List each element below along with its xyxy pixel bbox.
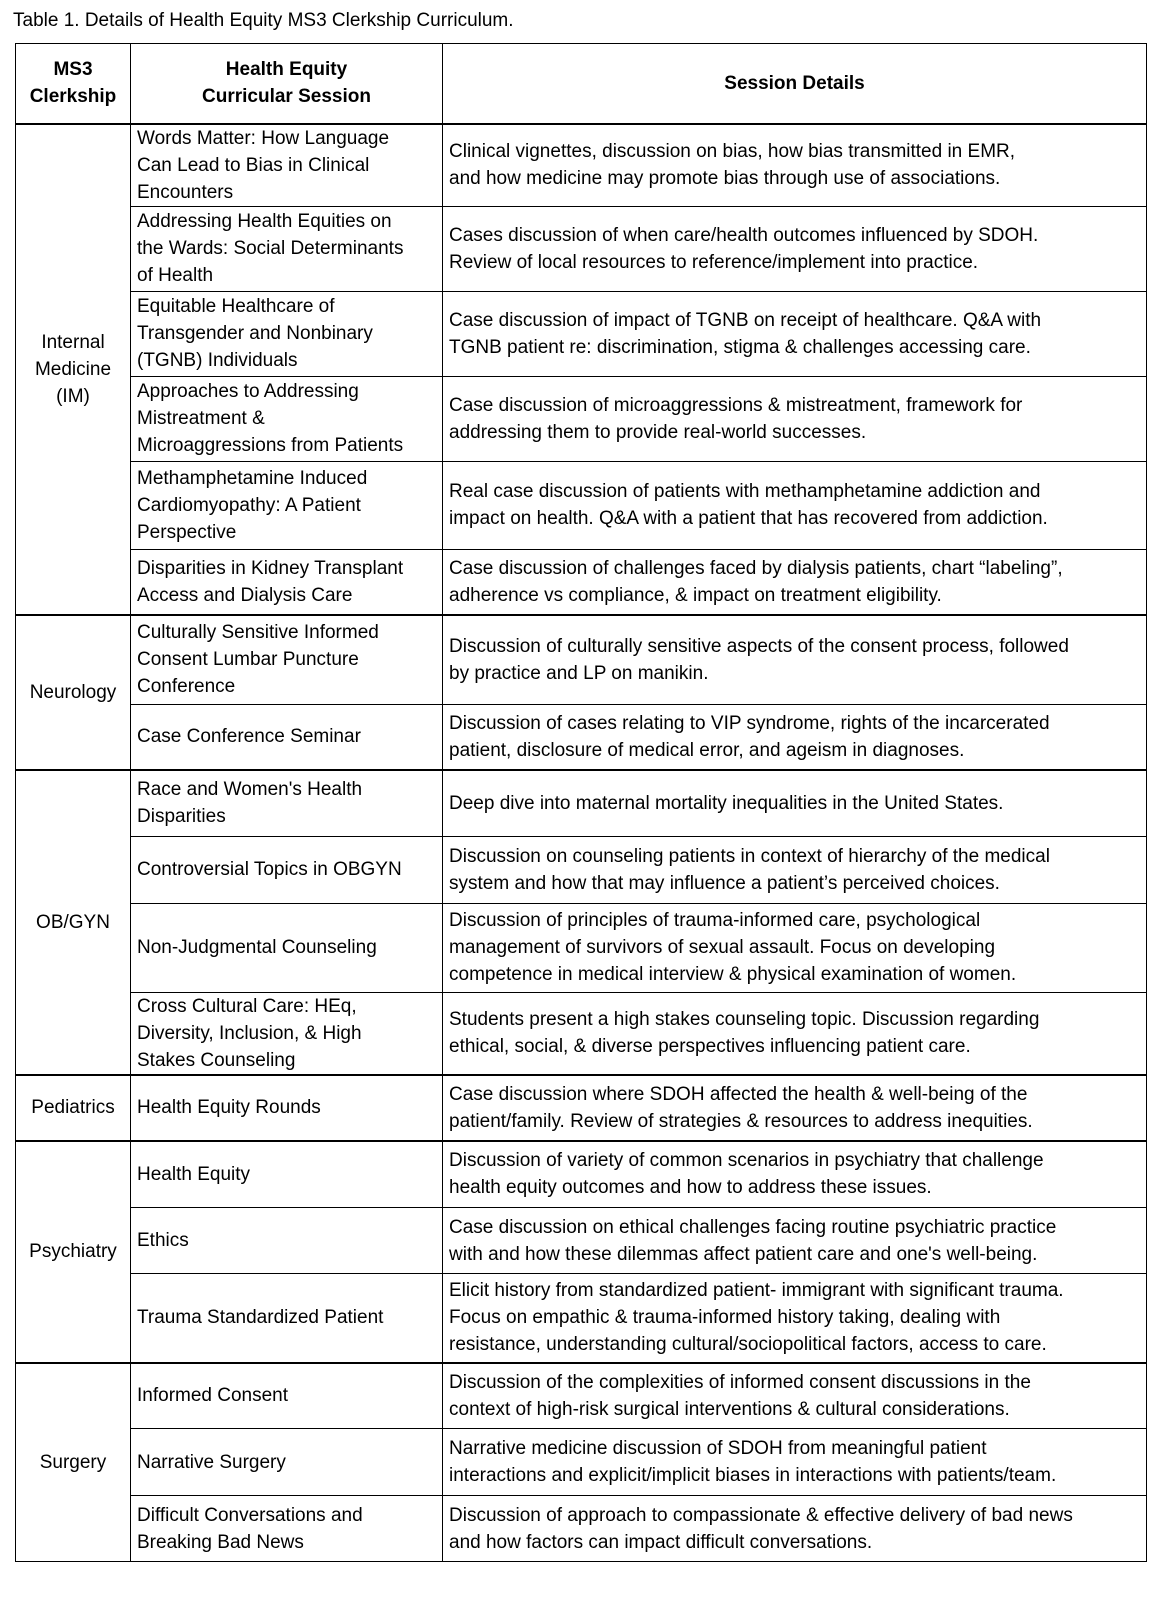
table-row <box>16 549 1147 615</box>
session-title: Non-Judgmental Counseling <box>131 903 443 992</box>
session-details: Discussion of the complexities of informed consent discussions in the context of high-risk surgical interventions & cultural considerations. <box>443 1363 1147 1429</box>
clerkship-internal-medicine: Internal Medicine (IM) <box>16 124 131 616</box>
session-title: Narrative Surgery <box>131 1429 443 1496</box>
clerkship-neurology: Neurology <box>16 615 131 770</box>
session-details: Students present a high stakes counseling topic. Discussion regarding ethical, social, & diverse perspectives influencing patient care. <box>443 992 1147 1075</box>
session-title: Health Equity Rounds <box>131 1075 443 1141</box>
table-row <box>16 770 1147 836</box>
session-details: Cases discussion of when care/health outcomes influenced by SDOH. Review of local resources to reference/implement into practice. <box>443 206 1147 291</box>
session-details: Deep dive into maternal mortality inequalities in the United States. <box>443 770 1147 836</box>
table-row <box>16 903 1147 992</box>
table-caption: Table 1. Details of Health Equity MS3 Clerkship Curriculum. <box>13 10 514 31</box>
session-title: Trauma Standardized Patient <box>131 1274 443 1363</box>
session-title: Controversial Topics in OBGYN <box>131 836 443 903</box>
header-details: Session Details <box>443 44 1147 124</box>
table-row <box>16 615 1147 704</box>
session-title: Case Conference Seminar <box>131 704 443 770</box>
session-details: Elicit history from standardized patient- immigrant with significant trauma. Focus on empathic & trauma-informed history taking, dealing with resistance, understanding cultural/sociopolitical factors, access to care. <box>443 1274 1147 1363</box>
session-title: Informed Consent <box>131 1363 443 1429</box>
session-title: Race and Women's Health Disparities <box>131 770 443 836</box>
table-row <box>16 992 1147 1075</box>
session-details: Case discussion on ethical challenges facing routine psychiatric practice with and how these dilemmas affect patient care and one's well-being. <box>443 1208 1147 1274</box>
table-row <box>16 1363 1147 1429</box>
table-row <box>16 1429 1147 1496</box>
session-title: Ethics <box>131 1208 443 1274</box>
session-title: Disparities in Kidney Transplant Access and Dialysis Care <box>131 549 443 615</box>
session-title: Addressing Health Equities on the Wards: Social Determinants of Health <box>131 206 443 291</box>
table-row <box>16 1496 1147 1562</box>
session-details: Case discussion of challenges faced by dialysis patients, chart “labeling”, adherence vs compliance, & impact on treatment eligibility. <box>443 549 1147 615</box>
session-details: Discussion of variety of common scenarios in psychiatry that challenge health equity outcomes and how to address these issues. <box>443 1141 1147 1208</box>
curriculum-table <box>15 43 1147 1562</box>
session-details: Discussion on counseling patients in context of hierarchy of the medical system and how that may influence a patient’s perceived choices. <box>443 836 1147 903</box>
clerkship-psychiatry: Psychiatry <box>16 1141 131 1363</box>
table-row <box>16 1141 1147 1208</box>
session-details: Narrative medicine discussion of SDOH from meaningful patient interactions and explicit/implicit biases in interactions with patients/team. <box>443 1429 1147 1496</box>
session-details: Real case discussion of patients with methamphetamine addiction and impact on health. Q&A with a patient that has recovered from addiction. <box>443 461 1147 549</box>
session-details: Case discussion of impact of TGNB on receipt of healthcare. Q&A with TGNB patient re: discrimination, stigma & challenges accessing care. <box>443 291 1147 376</box>
session-details: Case discussion where SDOH affected the health & well-being of the patient/family. Review of strategies & resources to address inequities. <box>443 1075 1147 1141</box>
table-row <box>16 1075 1147 1141</box>
table-row <box>16 1274 1147 1363</box>
table-row <box>16 291 1147 376</box>
session-title: Culturally Sensitive Informed Consent Lumbar Puncture Conference <box>131 615 443 704</box>
header-clerkship: MS3 Clerkship <box>16 44 131 124</box>
header-session: Health Equity Curricular Session <box>131 44 443 124</box>
table-row <box>16 124 1147 207</box>
session-title: Health Equity <box>131 1141 443 1208</box>
session-details: Case discussion of microaggressions & mistreatment, framework for addressing them to provide real-world successes. <box>443 376 1147 461</box>
clerkship-obgyn: OB/GYN <box>16 770 131 1075</box>
session-details: Discussion of approach to compassionate & effective delivery of bad news and how factors can impact difficult conversations. <box>443 1496 1147 1562</box>
session-title: Words Matter: How Language Can Lead to Bias in Clinical Encounters <box>131 124 443 207</box>
session-title: Equitable Healthcare of Transgender and Nonbinary (TGNB) Individuals <box>131 291 443 376</box>
session-title: Difficult Conversations and Breaking Bad News <box>131 1496 443 1562</box>
session-title: Cross Cultural Care: HEq, Diversity, Inclusion, & High Stakes Counseling <box>131 992 443 1075</box>
session-details: Discussion of principles of trauma-informed care, psychological management of survivors of sexual assault. Focus on developing competence in medical interview & physical examination of women. <box>443 903 1147 992</box>
table-row <box>16 704 1147 770</box>
session-title: Approaches to Addressing Mistreatment & Microaggressions from Patients <box>131 376 443 461</box>
clerkship-surgery: Surgery <box>16 1363 131 1562</box>
table-row <box>16 1208 1147 1274</box>
table-row <box>16 461 1147 549</box>
session-details: Discussion of culturally sensitive aspects of the consent process, followed by practice and LP on manikin. <box>443 615 1147 704</box>
clerkship-pediatrics: Pediatrics <box>16 1075 131 1141</box>
session-details: Clinical vignettes, discussion on bias, how bias transmitted in EMR, and how medicine may promote bias through use of associations. <box>443 124 1147 207</box>
header-row <box>16 44 1147 124</box>
session-details: Discussion of cases relating to VIP syndrome, rights of the incarcerated patient, disclosure of medical error, and ageism in diagnoses. <box>443 704 1147 770</box>
session-title: Methamphetamine Induced Cardiomyopathy: A Patient Perspective <box>131 461 443 549</box>
table-row <box>16 206 1147 291</box>
table-row <box>16 836 1147 903</box>
table-row <box>16 376 1147 461</box>
